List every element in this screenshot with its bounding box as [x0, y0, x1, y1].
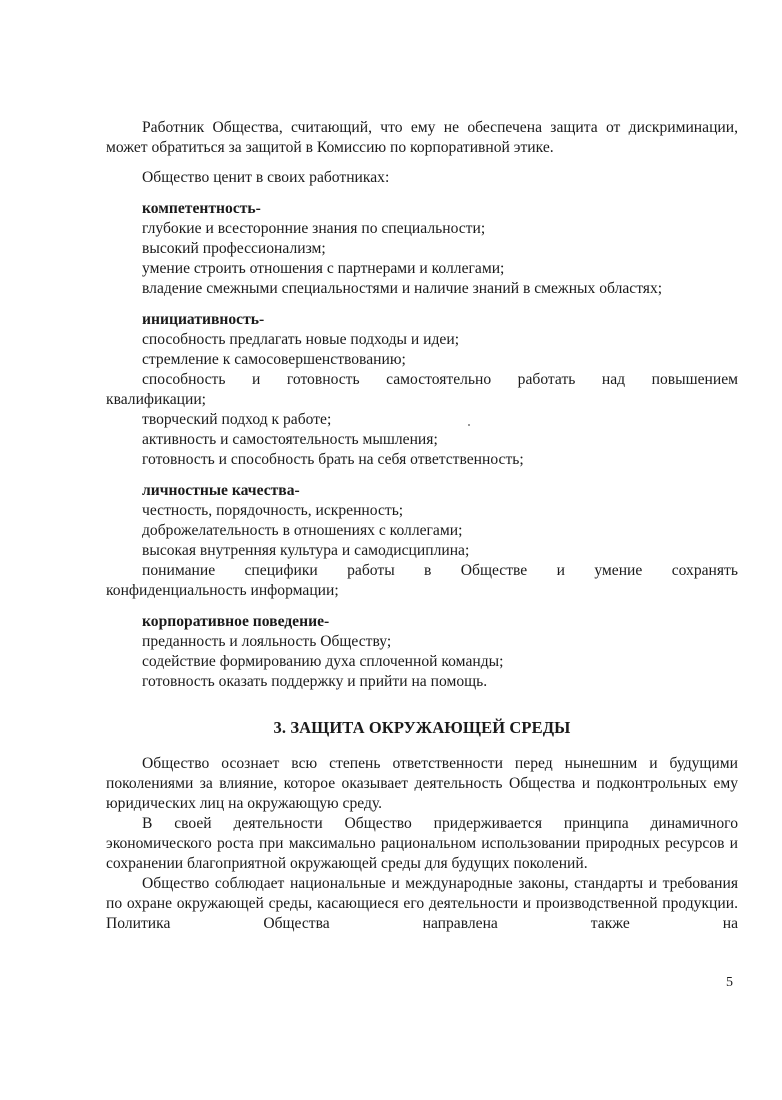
- value-heading: корпоративное поведение-: [142, 613, 330, 630]
- list-item: готовность оказать поддержку и прийти на помощь.: [142, 673, 488, 690]
- intro-paragraph-2: Общество ценит в своих работниках:: [142, 169, 390, 186]
- list-item-continuation: квалификации;: [106, 391, 206, 408]
- value-heading: компетентность-: [142, 200, 261, 217]
- page-number: 5: [726, 975, 733, 990]
- scan-speck: [468, 424, 470, 426]
- list-item-continuation: конфиденциальность информации;: [106, 582, 339, 599]
- list-item: преданность и лояльность Обществу;: [142, 633, 392, 650]
- page-content: [106, 118, 738, 934]
- value-heading: инициативность-: [142, 311, 265, 328]
- list-item: доброжелательность в отношениях с коллегами;: [142, 522, 463, 539]
- list-item: глубокие и всесторонние знания по специальности;: [142, 220, 486, 237]
- value-block-competence: [106, 198, 738, 299]
- section-paragraph-3: Общество соблюдает национальные и международные законы, стандарты и требования по охране окружающей среды, касающиеся его деятельности и производственной продукции. Политика Общества направлена также на: [106, 875, 738, 932]
- list-item-wrapped-first-line: способность и готовность самостоятельно работать над повышением: [142, 371, 738, 388]
- value-block-personal-qualities: [106, 480, 738, 601]
- value-heading: личностные качества-: [142, 482, 300, 499]
- list-item: готовность и способность брать на себя ответственность;: [142, 451, 524, 468]
- list-item: творческий подход к работе;: [142, 411, 332, 428]
- list-item: высокая внутренняя культура и самодисциплина;: [142, 542, 470, 559]
- section-paragraph-1: Общество осознает всю степень ответственности перед нынешним и будущими поколениями за влияние, которое оказывает деятельность Общества и подконтрольных ему юридических лиц на окружающую среду.: [106, 755, 738, 812]
- section-paragraph-2: В своей деятельности Общество придерживается принципа динамичного экономического роста при максимально рациональном использовании природных ресурсов и сохранении благоприятной окружающей среды для будущих поколений.: [106, 815, 738, 872]
- intro-paragraph-1: Работник Общества, считающий, что ему не обеспечена защита от дискриминации, может обратиться за защитой в Комиссию по корпоративной этике.: [106, 119, 738, 156]
- list-item: высокий профессионализм;: [142, 240, 326, 257]
- section-heading: 3. ЗАЩИТА ОКРУЖАЮЩЕЙ СРЕДЫ: [273, 718, 571, 737]
- list-item: активность и самостоятельность мышления;: [142, 431, 438, 448]
- value-block-corporate-behavior: [106, 611, 738, 692]
- list-item: стремление к самосовершенствованию;: [142, 351, 406, 368]
- list-item: владение смежными специальностями и наличие знаний в смежных областях;: [142, 280, 663, 297]
- value-block-initiative: [106, 309, 738, 470]
- list-item: честность, порядочность, искренность;: [142, 502, 404, 519]
- list-item: способность предлагать новые подходы и идеи;: [142, 331, 460, 348]
- list-item: умение строить отношения с партнерами и коллегами;: [142, 260, 505, 277]
- list-item: содействие формированию духа сплоченной команды;: [142, 653, 504, 670]
- list-item-wrapped-first-line: понимание специфики работы в Обществе и умение сохранять: [142, 562, 738, 579]
